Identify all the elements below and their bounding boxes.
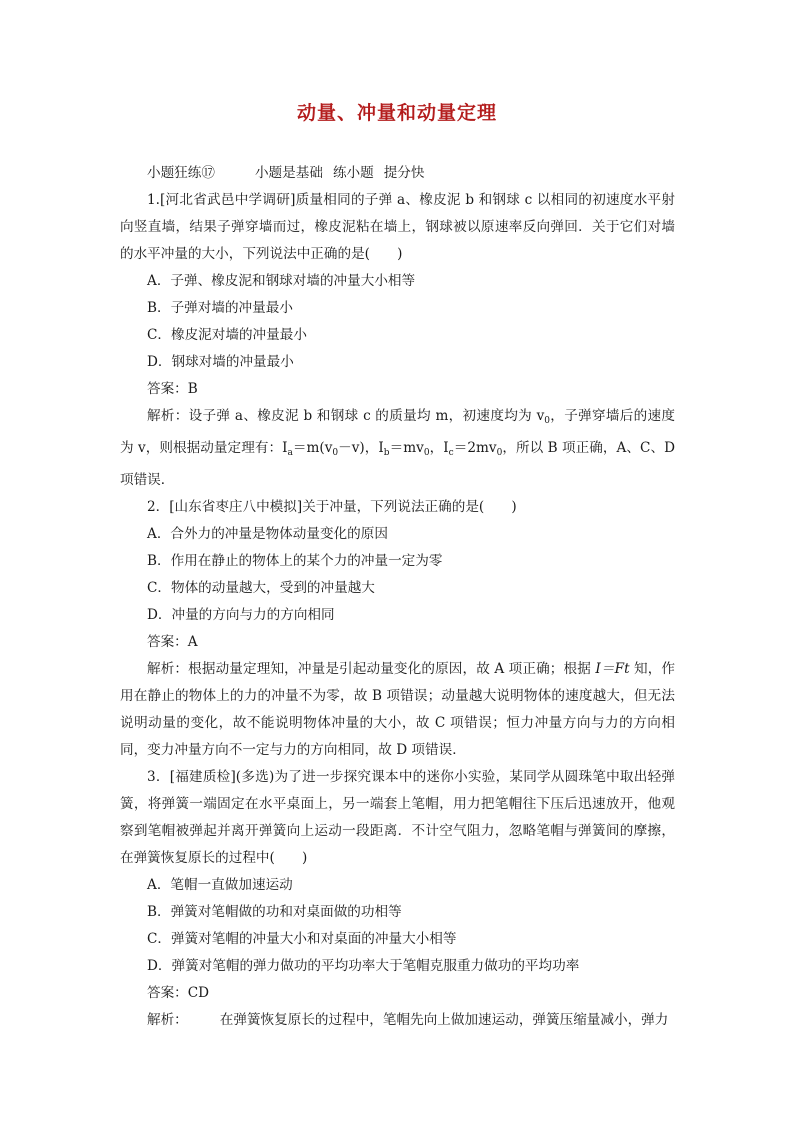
q1-option-a: A．子弹、橡皮泥和钢球对墙的冲量大小相等 (147, 273, 416, 289)
series-label: 小题狂练⑰ (147, 165, 215, 181)
q3-answer: 答案：CD (147, 985, 210, 1001)
q2-option-c: C．物体的动量越大，受到的冲量越大 (147, 580, 375, 596)
q1-stem: 1.[河北省武邑中学调研]质量相同的子弹 a、橡皮泥 b 和钢球 c 以相同的初速度水平射向竖直墙，结果子弹穿墙而过，橡皮泥粘在墙上，钢球被以原速率反向弹回．关于它们对墙的水平冲量的大小，下列说法中正确的是( ) (120, 192, 675, 262)
q3-option-c: C．弹簧对笔帽的冲量大小和对桌面的冲量大小相等 (147, 931, 457, 947)
motto-2: 练小题 (332, 165, 374, 181)
motto-1: 小题是基础 (254, 165, 323, 181)
q1-option-c: C．橡皮泥对墙的冲量最小 (147, 327, 307, 343)
section-header (120, 160, 675, 187)
motto-3: 提分快 (383, 165, 425, 181)
q2-stem: 2．[山东省枣庄八中模拟]关于冲量，下列说法正确的是( ) (147, 499, 517, 515)
q2-formula: I＝Ft (595, 661, 630, 677)
q2-option-d: D．冲量的方向与力的方向相同 (147, 607, 335, 623)
page-title: 动量、冲量和动量定理 (296, 102, 497, 124)
q2-answer: 答案：A (147, 634, 198, 650)
q1-analysis: 解析：设子弹 a、橡皮泥 b 和钢球 c 的质量均 m，初速度均为 $v_0$，子弹穿墙后的速度为 v，则根据动量定理有：$I_a=m(v_0-v)$，$I_b=mv_0$，$I_c=2mv_0$，所以 B 项正确，A、C、D 项错误． (120, 408, 676, 488)
q2-option-b: B．作用在静止的物体上的某个力的冲量一定为零 (147, 553, 443, 569)
q3-option-a: A．笔帽一直做加速运动 (147, 877, 293, 893)
q1-answer: 答案：B (147, 381, 198, 397)
q1-option-d: D．钢球对墙的冲量最小 (147, 354, 294, 370)
q3-analysis: 解析： 在弹簧恢复原长的过程中，笔帽先向上做加速运动，弹簧压缩量减小，弹力 (147, 1012, 669, 1028)
q3-stem: 3．[福建质检](多选)为了进一步探究课本中的迷你小实验，某同学从圆珠笔中取出轻弹簧，将弹簧一端固定在水平桌面上，另一端套上笔帽，用力把笔帽往下压后迅速放开，他观察到笔帽被弹起并离开弹簧向上运动一段距离．不计空气阻力，忽略笔帽与弹簧间的摩擦，在弹簧恢复原长的过程中( ) (120, 769, 675, 866)
q2-option-a: A．合外力的冲量是物体动量变化的原因 (147, 526, 388, 542)
q3-option-b: B．弹簧对笔帽做的功和对桌面做的功相等 (147, 904, 402, 920)
q2-analysis: 解析：根据动量定理知，冲量是引起动量变化的原因，故 A 项正确；根据 I＝Ft 知，作用在静止的物体上的力的冲量不为零，故 B 项错误；动量越大说明物体的速度越大，但无法说明动量的变化，故不能说明物体冲量的大小，故 C 项错误；恒力冲量方向与力的方向相同，变力冲量方向不一定与力的方向相同，故 D 项错误． (120, 661, 676, 758)
q1-option-b: B．子弹对墙的冲量最小 (147, 300, 293, 316)
document-body (120, 160, 675, 1034)
q3-option-d: D．弹簧对笔帽的弹力做功的平均功率大于笔帽克服重力做功的平均功率 (147, 958, 580, 974)
